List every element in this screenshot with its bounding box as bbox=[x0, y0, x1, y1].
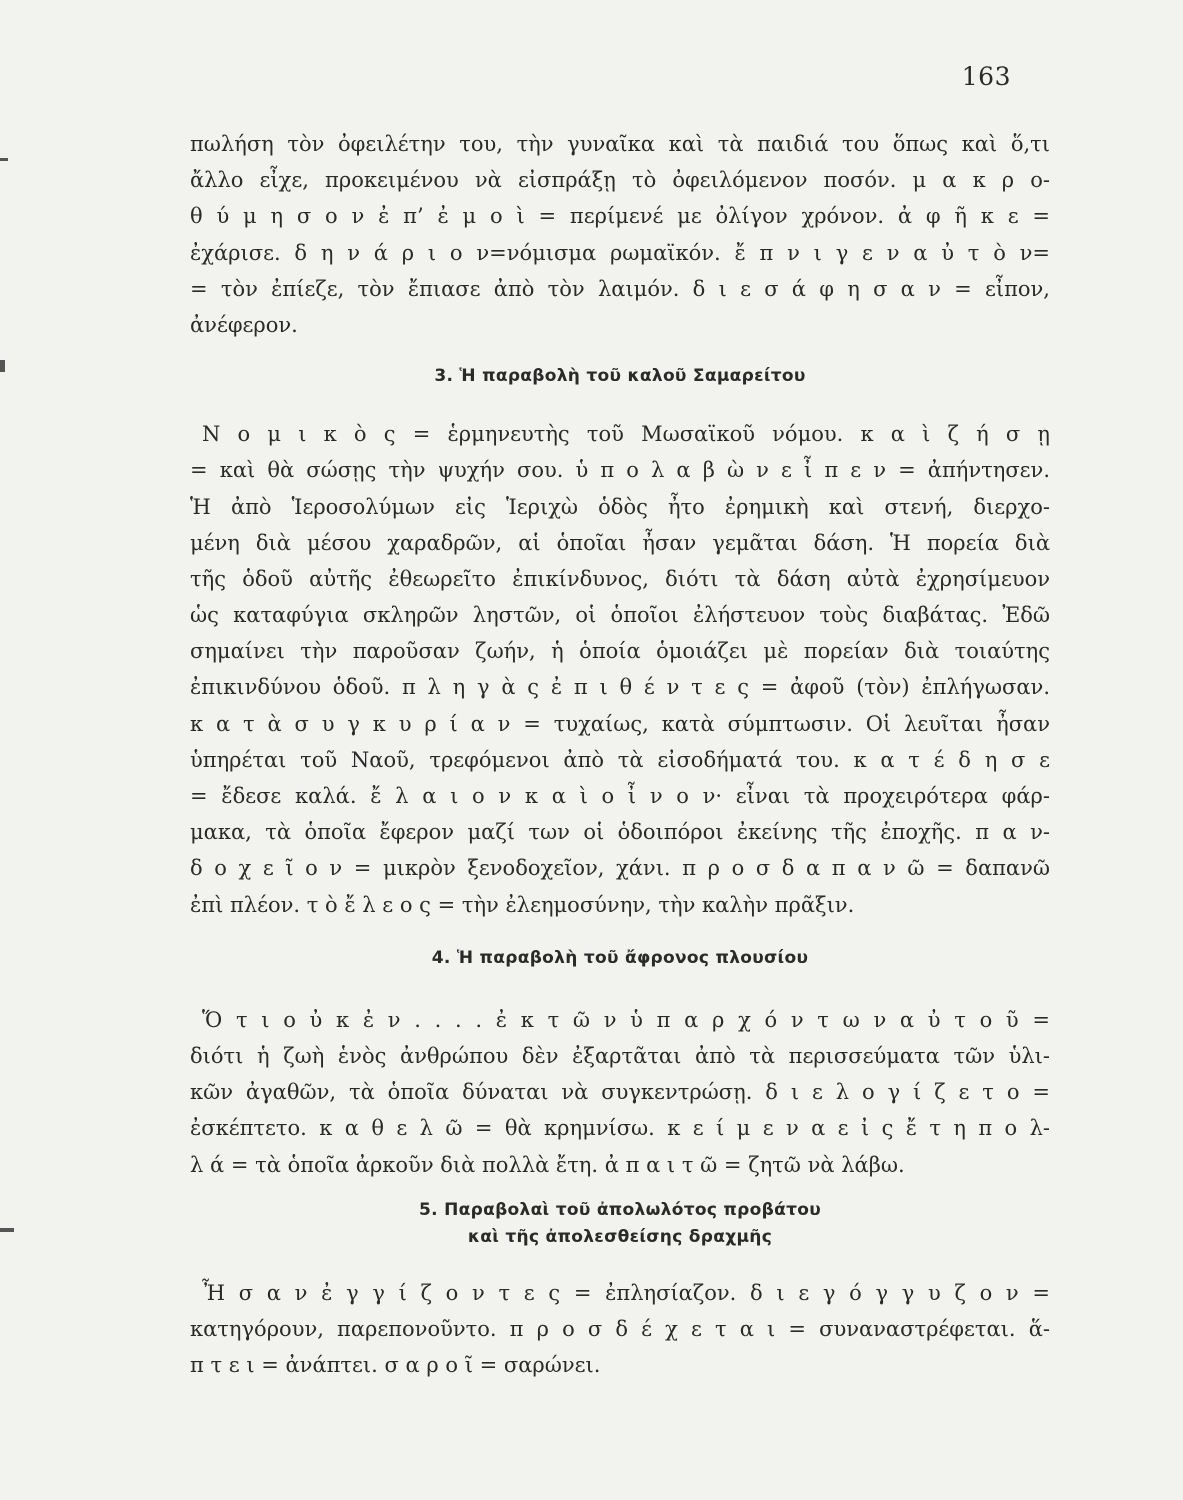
section-5-heading-line2: καὶ τῆς ἀπολεσθείσης δραχμῆς bbox=[467, 1226, 773, 1247]
text-line: Ἦ σ α ν ἐ γ γ ί ζ ο ν τ ε ς = ἐπλησίαζον. δ ι ε γ ό γ γ υ ζ ο ν = bbox=[202, 1280, 1050, 1305]
text-line: ἄλλο εἶχε, προκειμένου νὰ εἰσπράξῃ τὸ ὀφειλόμενον ποσόν. μ α κ ρ ο- bbox=[190, 168, 1050, 193]
section-3-heading: 3. Ἡ παραβολὴ τοῦ καλοῦ Σαμαρείτου bbox=[434, 366, 806, 387]
text-line: Ἡ ἀπὸ Ἱεροσολύμων εἰς Ἱεριχὼ ὁδὸς ἦτο ἐρημικὴ καὶ στενή, διερχο- bbox=[190, 494, 1050, 519]
text-line: κῶν ἀγαθῶν, τὰ ὁποῖα δύναται νὰ συγκεντρώσῃ. δ ι ε λ ο γ ί ζ ε τ ο = bbox=[190, 1080, 1050, 1105]
text-line: ἐπικινδύνου ὁδοῦ. π λ η γ ὰ ς ἐ π ι θ έ ν τ ε ς = ἀφοῦ (τὸν) ἐπλήγωσαν. bbox=[190, 675, 1050, 700]
text-line: Ὅ τ ι ο ὐ κ ἐ ν . . . . ἐ κ τ ῶ ν ὑ π α ρ χ ό ν τ ω ν α ὐ τ ο ῦ = bbox=[202, 1007, 1050, 1032]
margin-mark-top bbox=[0, 158, 8, 161]
text-line: κατηγόρουν, παρεπονοῦντο. π ρ ο σ δ έ χ ε τ α ι = συναναστρέφεται. ἅ- bbox=[190, 1316, 1050, 1341]
page-body bbox=[190, 126, 1050, 1383]
text-line: ἐσκέπτετο. κ α θ ε λ ῶ = θὰ κρημνίσω. κ ε ί μ ε ν α ε ἰ ς ἔ τ η π ο λ- bbox=[190, 1116, 1050, 1141]
text-line: μακα, τὰ ὁποῖα ἔφερον μαζί των οἱ ὁδοιπόροι ἐκείνης τῆς ἐποχῆς. π α ν- bbox=[190, 820, 1050, 845]
margin-mark-lower bbox=[0, 1228, 14, 1232]
section-4-heading: 4. Ἡ παραβολὴ τοῦ ἄφρονος πλουσίου bbox=[431, 947, 809, 968]
text-line: σημαίνει τὴν παροῦσαν ζωήν, ἡ ὁποία ὁμοιάζει μὲ πορείαν διὰ τοιαύτης bbox=[190, 639, 1050, 664]
text-line: τῆς ὁδοῦ αὐτῆς ἐθεωρεῖτο ἐπικίνδυνος, διότι τὰ δάση αὐτὰ ἐχρησίμευον bbox=[190, 566, 1050, 591]
text-line: λ ά = τὰ ὁποῖα ἀρκοῦν διὰ πολλὰ ἔτη. ἀ π α ι τ ῶ = ζητῶ νὰ λάβω. bbox=[190, 1152, 905, 1177]
text-line: πωλήση τὸν ὀφειλέτην του, τὴν γυναῖκα καὶ τὰ παιδιά του ὅπως καὶ ὅ,τι bbox=[190, 132, 1050, 156]
text-line: διότι ἡ ζωὴ ἑνὸς ἀνθρώπου δὲν ἐξαρτᾶται ἀπὸ τὰ περισσεύματα τῶν ὑλι- bbox=[190, 1043, 1050, 1068]
text-line: Ν ο μ ι κ ὸ ς = ἑρμηνευτὴς τοῦ Μωσαϊκοῦ νόμου. κ α ὶ ζ ή σ ῃ bbox=[202, 422, 1050, 447]
text-line: π τ ε ι = ἀνάπτει. σ α ρ ο ῖ = σαρώνει. bbox=[190, 1353, 601, 1378]
text-line: δ ο χ ε ῖ ο ν = μικρὸν ξενοδοχεῖον, χάνι. π ρ ο σ δ α π α ν ῶ = δαπανῶ bbox=[190, 856, 1050, 881]
section-5-heading bbox=[190, 1197, 1050, 1251]
text-line: θ ύ μ η σ ο ν ἐ π’ ἐ μ ο ὶ = περίμενέ με ὀλίγον χρόνον. ἀ φ ῆ κ ε = bbox=[190, 204, 1050, 229]
text-line: ἀνέφερον. bbox=[190, 312, 298, 337]
text-line: κ α τ ὰ σ υ γ κ υ ρ ί α ν = τυχαίως, κατὰ σύμπτωσιν. Οἱ λευῖται ἦσαν bbox=[190, 711, 1050, 736]
text-line: ὑπηρέται τοῦ Ναοῦ, τρεφόμενοι ἀπὸ τὰ εἰσοδήματά του. κ α τ έ δ η σ ε bbox=[190, 747, 1050, 772]
intro-paragraph bbox=[190, 126, 1050, 343]
section-3-body bbox=[190, 416, 1050, 923]
text-line: ἐπὶ πλέον. τ ὸ ἔ λ ε ο ς = τὴν ἐλεημοσύνην, τὴν καλὴν πρᾶξιν. bbox=[190, 892, 855, 917]
text-line: ἐχάρισε. δ η ν ά ρ ι ο ν=νόμισμα ρωμαϊκόν. ἔ π ν ι γ ε ν α ὐ τ ὸ ν= bbox=[190, 240, 1050, 265]
text-line: = ἔδεσε καλά. ἔ λ α ι ο ν κ α ὶ ο ἶ ν ο ν· εἶναι τὰ προχειρότερα φάρ- bbox=[190, 784, 1050, 808]
section-4-body bbox=[190, 1002, 1050, 1183]
text-line: = καὶ θὰ σώσῃς τὴν ψυχήν σου. ὑ π ο λ α β ὼ ν ε ἶ π ε ν = ἀπήντησεν. bbox=[190, 458, 1050, 483]
text-line: ὡς καταφύγια σκληρῶν ληστῶν, οἱ ὁποῖοι ἐλήστευον τοὺς διαβάτας. Ἐδῶ bbox=[190, 603, 1050, 628]
margin-mark-middle bbox=[0, 360, 5, 372]
page-number: 163 bbox=[961, 62, 1011, 91]
text-line: μένη διὰ μέσου χαραδρῶν, αἱ ὁποῖαι ἦσαν γεμᾶται δάση. Ἡ πορεία διὰ bbox=[190, 530, 1050, 555]
section-5-body bbox=[190, 1275, 1050, 1384]
text-line: = τὸν ἐπίεζε, τὸν ἔπιασε ἀπὸ τὸν λαιμόν. δ ι ε σ ά φ η σ α ν = εἶπον, bbox=[190, 276, 1050, 301]
section-5-heading-line1: 5. Παραβολαὶ τοῦ ἀπολωλότος προβάτου bbox=[419, 1199, 821, 1220]
